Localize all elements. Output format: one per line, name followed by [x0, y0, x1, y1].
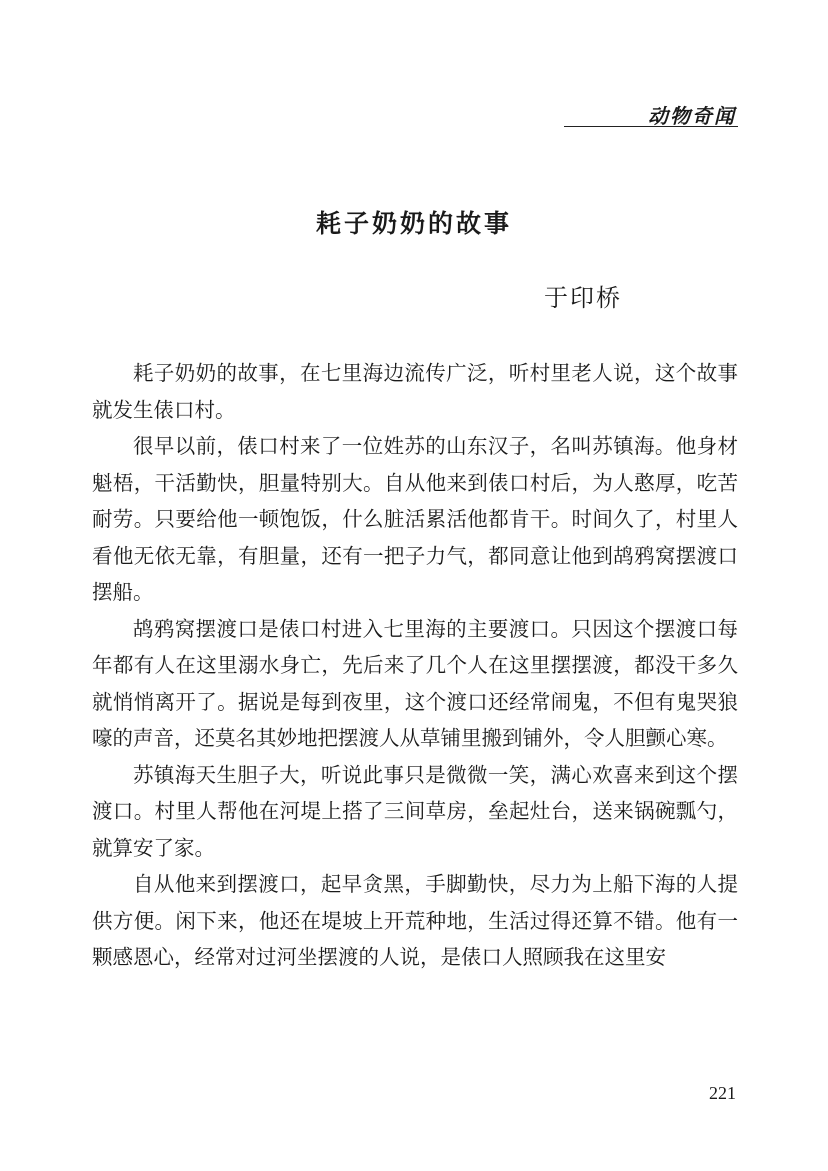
paragraph: 自从他来到摆渡口，起早贪黑，手脚勤快，尽力为上船下海的人提供方便。闲下来，他还在堤坡上开荒种地，生活过得还算不错。他有一颗感恩心，经常对过河坐摆渡的人说，是俵口人照顾我在这里安: [92, 872, 738, 969]
article-body: [92, 355, 738, 976]
paragraph: 鸪鸦窝摆渡口是俵口村进入七里海的主要渡口。只因这个摆渡口每年都有人在这里溺水身亡，先后来了几个人在这里摆摆渡，都没干多久就悄悄离开了。据说是每到夜里，这个渡口还经常闹鬼，不但有鬼哭狼嚎的声音，还莫名其妙地把摆渡人从草铺里搬到铺外，令人胆颤心寒。: [92, 616, 738, 750]
page-number: 221: [709, 1083, 736, 1103]
header-rule: [564, 126, 738, 127]
paragraph: 苏镇海天生胆子大，听说此事只是微微一笑，满心欢喜来到这个摆渡口。村里人帮他在河堤上搭了三间草房，垒起灶台，送来锅碗瓢勺，就算安了家。: [92, 762, 738, 860]
running-head: 动物奇闻: [648, 104, 736, 128]
author-name: 于印桥: [544, 284, 622, 312]
paragraph: 很早以前，俵口村来了一位姓苏的山东汉子，名叫苏镇海。他身材魁梧，干活勤快，胆量特别大。自从他来到俵口村后，为人憨厚，吃苦耐劳。只要给他一顿饱饭，什么脏活累活他都肯干。时间久了，村里人看他无依无靠，有胆量，还有一把子力气，都同意让他到鸪鸦窝摆渡口摆船。: [92, 434, 738, 604]
article-title: 耗子奶奶的故事: [315, 209, 512, 238]
paragraph: 耗子奶奶的故事，在七里海边流传广泛，听村里老人说，这个故事就发生俵口村。: [92, 361, 738, 422]
